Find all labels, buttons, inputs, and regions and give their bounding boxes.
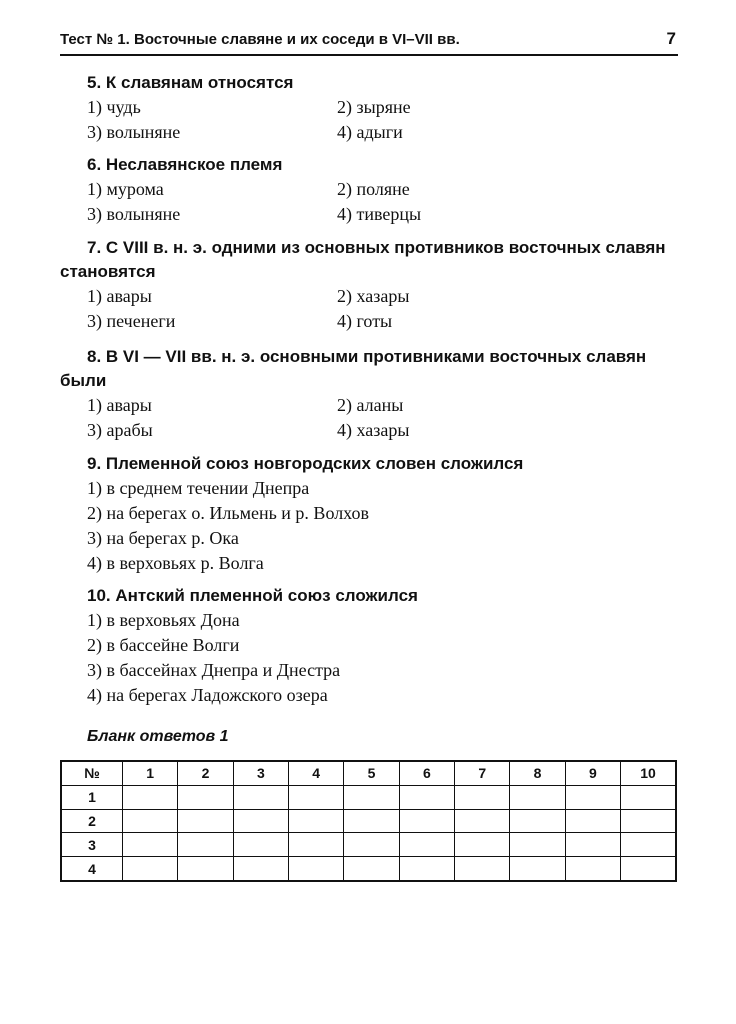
header-cell: 2: [178, 761, 233, 785]
answer-cell[interactable]: [565, 785, 620, 809]
option: 4) тиверцы: [337, 204, 422, 224]
answer-cell[interactable]: [455, 857, 510, 881]
answer-cell[interactable]: [510, 857, 565, 881]
option: 2) на берегах о. Ильмень и р. Волхов: [87, 503, 369, 523]
page-header: [60, 28, 678, 56]
answer-sheet-title: Бланк ответов 1: [87, 728, 229, 745]
option: 2) зыряне: [337, 97, 411, 117]
row-number: 3: [61, 833, 123, 857]
question-9: [60, 452, 680, 576]
answer-cell[interactable]: [344, 857, 399, 881]
answer-cell[interactable]: [289, 833, 344, 857]
option: 1) авары: [87, 395, 152, 415]
answer-cell[interactable]: [344, 809, 399, 833]
answer-table-header: [61, 761, 676, 785]
answer-cell[interactable]: [399, 833, 454, 857]
question-title: 10. Антский племенной союз сложился: [87, 586, 418, 605]
answer-cell[interactable]: [123, 857, 178, 881]
answer-cell[interactable]: [565, 833, 620, 857]
answer-cell[interactable]: [510, 809, 565, 833]
answer-cell[interactable]: [289, 785, 344, 809]
answer-cell[interactable]: [455, 809, 510, 833]
page-title: Тест № 1. Восточные славяне и их соседи в VI–VII вв.: [60, 31, 460, 48]
answer-cell[interactable]: [123, 809, 178, 833]
answer-table-row: [61, 785, 676, 809]
header-cell: 3: [233, 761, 288, 785]
answer-cell[interactable]: [399, 785, 454, 809]
answer-cell[interactable]: [178, 857, 233, 881]
answer-cell[interactable]: [621, 785, 676, 809]
option: 3) в бассейнах Днепра и Днестра: [87, 660, 341, 680]
option: 1) в среднем течении Днепра: [87, 478, 310, 498]
answer-cell[interactable]: [399, 857, 454, 881]
answer-cell[interactable]: [344, 833, 399, 857]
answer-cell[interactable]: [455, 833, 510, 857]
answer-cell[interactable]: [510, 833, 565, 857]
answer-cell[interactable]: [289, 857, 344, 881]
option: 2) хазары: [337, 286, 410, 306]
row-number: 4: [61, 857, 123, 881]
option: 4) готы: [337, 311, 393, 331]
header-cell: 8: [510, 761, 565, 785]
answer-cell[interactable]: [233, 785, 288, 809]
answer-cell[interactable]: [233, 809, 288, 833]
option: 4) на берегах Ладожского озера: [87, 685, 328, 705]
answer-table-row: [61, 809, 676, 833]
answer-table-row: [61, 857, 676, 881]
header-cell: 9: [565, 761, 620, 785]
answer-cell[interactable]: [178, 809, 233, 833]
header-cell: 4: [289, 761, 344, 785]
option: 1) авары: [87, 286, 152, 306]
header-cell: 5: [344, 761, 399, 785]
answer-cell[interactable]: [455, 785, 510, 809]
answer-cell[interactable]: [289, 809, 344, 833]
question-title: 9. Племенной союз новгородских словен сложился: [87, 454, 524, 473]
option: 3) волыняне: [87, 204, 181, 224]
row-number: 2: [61, 809, 123, 833]
option: 4) адыги: [337, 122, 403, 142]
option: 3) волыняне: [87, 122, 181, 142]
question-title: 8. В VI — VII вв. н. э. основными противниками восточных славян были: [60, 347, 647, 390]
answer-cell[interactable]: [565, 809, 620, 833]
option: 3) на берегах р. Ока: [87, 528, 239, 548]
option: 4) в верховьях р. Волга: [87, 553, 264, 573]
header-cell: 6: [399, 761, 454, 785]
answer-cell[interactable]: [344, 785, 399, 809]
option: 2) аланы: [337, 395, 404, 415]
header-cell: 1: [123, 761, 178, 785]
answer-cell[interactable]: [123, 833, 178, 857]
option: 2) поляне: [337, 179, 410, 199]
answer-cell[interactable]: [399, 809, 454, 833]
question-8: [60, 345, 680, 443]
answer-cell[interactable]: [621, 857, 676, 881]
page-number: 7: [666, 29, 676, 48]
question-title: 6. Неславянское племя: [87, 155, 283, 174]
answer-cell[interactable]: [123, 785, 178, 809]
question-6: [60, 153, 680, 227]
header-cell: 7: [455, 761, 510, 785]
question-7: [60, 236, 680, 334]
header-cell: №: [61, 761, 123, 785]
answer-cell[interactable]: [621, 809, 676, 833]
option: 1) мурома: [87, 179, 164, 199]
answer-cell[interactable]: [178, 785, 233, 809]
answer-cell[interactable]: [621, 833, 676, 857]
row-number: 1: [61, 785, 123, 809]
option: 1) чудь: [87, 97, 141, 117]
answer-cell[interactable]: [233, 833, 288, 857]
option: 4) хазары: [337, 420, 410, 440]
option: 2) в бассейне Волги: [87, 635, 240, 655]
header-cell: 10: [621, 761, 676, 785]
answer-table: [60, 760, 677, 882]
answer-cell[interactable]: [510, 785, 565, 809]
option: 3) арабы: [87, 420, 153, 440]
question-title: 7. С VIII в. н. э. одними из основных противников восточных славян становятся: [60, 238, 666, 281]
question-title: 5. К славянам относятся: [87, 73, 294, 92]
question-10: [60, 584, 680, 708]
option: 1) в верховьях Дона: [87, 610, 240, 630]
answer-cell[interactable]: [233, 857, 288, 881]
option: 3) печенеги: [87, 311, 176, 331]
question-5: [60, 71, 680, 145]
answer-cell[interactable]: [178, 833, 233, 857]
answer-table-row: [61, 833, 676, 857]
answer-cell[interactable]: [565, 857, 620, 881]
